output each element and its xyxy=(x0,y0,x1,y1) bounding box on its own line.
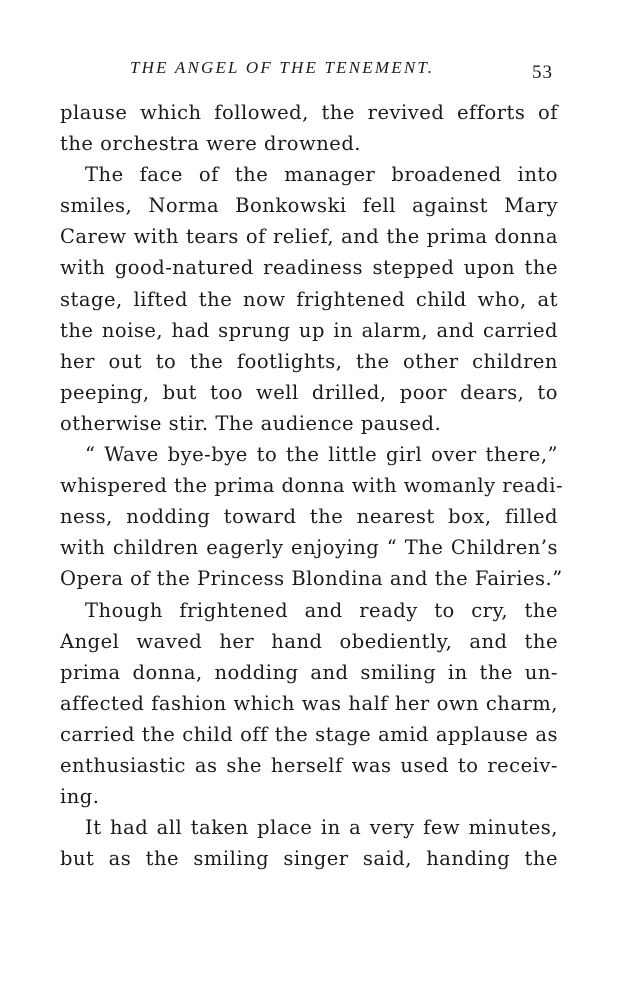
text-line: with good-natured readiness stepped upon the xyxy=(60,256,558,280)
text-line: enthusiastic as she herself was used to receiv- xyxy=(60,753,558,777)
text-line: Though frightened and ready to cry, the xyxy=(85,598,558,622)
text-line: carried the child off the stage amid applause as xyxy=(60,722,558,746)
text-line: whispered the prima donna with womanly readi- xyxy=(60,474,564,498)
text-line: “ Wave bye-bye to the little girl over there,” xyxy=(85,443,558,467)
text-line: Angel waved her hand obediently, and the xyxy=(60,629,558,653)
text-line: otherwise stir. The audience paused. xyxy=(60,411,442,435)
page-number: 53 xyxy=(532,62,553,83)
text-line: It had all taken place in a very few minutes, xyxy=(85,816,558,840)
text-line: Carew with tears of relief, and the prima donna xyxy=(60,225,558,249)
text-line: affected fashion which was half her own charm, xyxy=(60,691,558,715)
text-line: stage, lifted the now frightened child who, at xyxy=(60,287,558,311)
body-text xyxy=(60,97,564,874)
text-line: ing. xyxy=(60,785,100,809)
page-header xyxy=(0,50,618,90)
text-line: The face of the manager broadened into xyxy=(85,163,558,187)
text-line: but as the smiling singer said, handing the xyxy=(60,847,558,871)
text-line: smiles, Norma Bonkowski fell against Mary xyxy=(60,194,558,218)
text-line: the noise, had sprung up in alarm, and carried xyxy=(60,318,558,342)
text-line: prima donna, nodding and smiling in the un- xyxy=(60,660,558,684)
text-line: with children eagerly enjoying “ The Children’s xyxy=(60,536,558,560)
text-line: her out to the footlights, the other children xyxy=(60,349,558,373)
text-line: ness, nodding toward the nearest box, filled xyxy=(60,505,558,529)
running-title: THE ANGEL OF THE TENEMENT. xyxy=(130,58,435,77)
text-line: the orchestra were drowned. xyxy=(60,132,362,156)
text-line: Opera of the Princess Blondina and the Fairies.” xyxy=(60,567,563,591)
text-line: peeping, but too well drilled, poor dears, to xyxy=(60,380,558,404)
text-line: plause which followed, the revived efforts of xyxy=(60,101,558,124)
